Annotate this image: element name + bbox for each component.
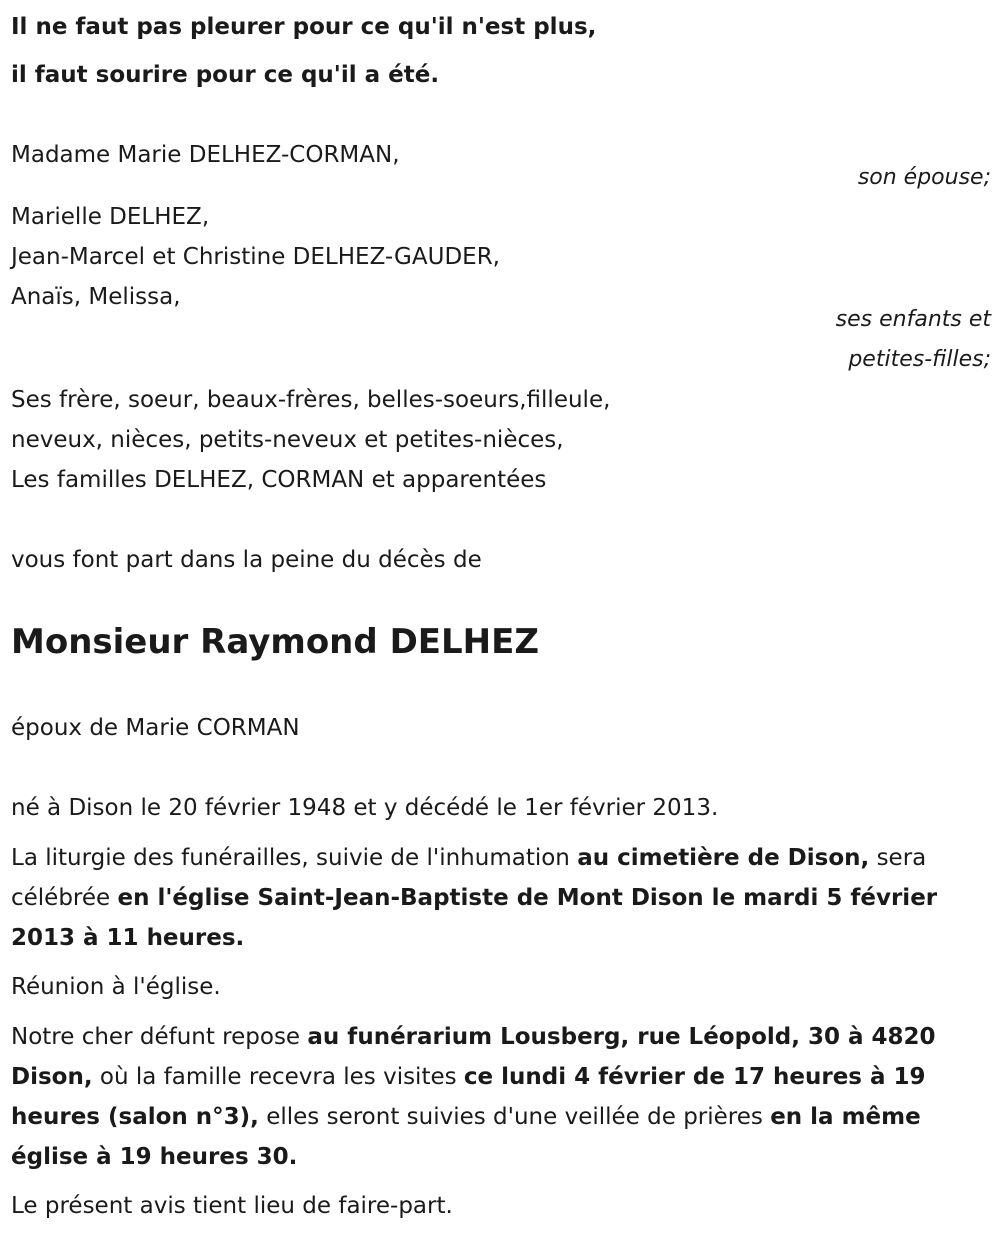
child-line-3: Anaïs, Melissa, bbox=[11, 284, 181, 310]
child-line-2: Jean-Marcel et Christine DELHEZ-GAUDER, bbox=[11, 244, 500, 270]
rest-text-1: Notre cher défunt repose bbox=[11, 1024, 308, 1050]
spouse-of: époux de Marie CORMAN bbox=[11, 715, 300, 741]
relatives-line-1: Ses frère, soeur, beaux-frères, belles-soeurs,filleule, bbox=[11, 387, 611, 413]
children-relation-line-1: ses enfants et bbox=[835, 307, 991, 332]
quote-line-1: Il ne faut pas pleurer pour ce qu'il n'est plus, bbox=[11, 14, 597, 40]
announcement: vous font part dans la peine du décès de bbox=[11, 547, 482, 573]
rest-bold-3: en la même église à 19 heures 30. bbox=[11, 1104, 921, 1170]
deceased-name: Monsieur Raymond DELHEZ bbox=[11, 622, 540, 662]
funeral-bold-2: en l'église Saint-Jean-Baptiste de Mont Dison le mardi 5 février 2013 à 11 heures. bbox=[11, 885, 938, 951]
rest-text-2: où la famille recevra les visites bbox=[92, 1064, 464, 1090]
funeral-text-2: sera célébrée bbox=[11, 845, 927, 911]
rest-bold-2: ce lundi 4 février de 17 heures à 19 heures (salon n°3), bbox=[11, 1064, 926, 1130]
spouse-relation: son épouse; bbox=[857, 165, 991, 190]
relatives-line-2: neveux, nièces, petits-neveux et petites-nièces, bbox=[11, 427, 564, 453]
relatives-line-3: Les familles DELHEZ, CORMAN et apparentées bbox=[11, 467, 547, 493]
birth-death: né à Dison le 20 février 1948 et y décédé le 1er février 2013. bbox=[11, 795, 719, 821]
quote-line-2: il faut sourire pour ce qu'il a été. bbox=[11, 62, 440, 88]
rest-paragraph bbox=[11, 1017, 986, 1177]
children-relation-line-2: petites-filles; bbox=[848, 347, 991, 372]
closing: Le présent avis tient lieu de faire-part. bbox=[11, 1193, 453, 1219]
child-line-1: Marielle DELHEZ, bbox=[11, 204, 210, 230]
rest-bold-1: au funérarium Lousberg, rue Léopold, 30 à 4820 Dison, bbox=[11, 1024, 936, 1090]
rest-text-3: elles seront suivies d'une veillée de prières bbox=[258, 1104, 771, 1130]
funeral-text-1: La liturgie des funérailles, suivie de l'inhumation bbox=[11, 845, 578, 871]
funeral-paragraph bbox=[11, 838, 986, 958]
funeral-bold-1: au cimetière de Dison, bbox=[577, 845, 870, 871]
meeting: Réunion à l'église. bbox=[11, 974, 221, 1000]
spouse-name: Madame Marie DELHEZ-CORMAN, bbox=[11, 142, 400, 168]
